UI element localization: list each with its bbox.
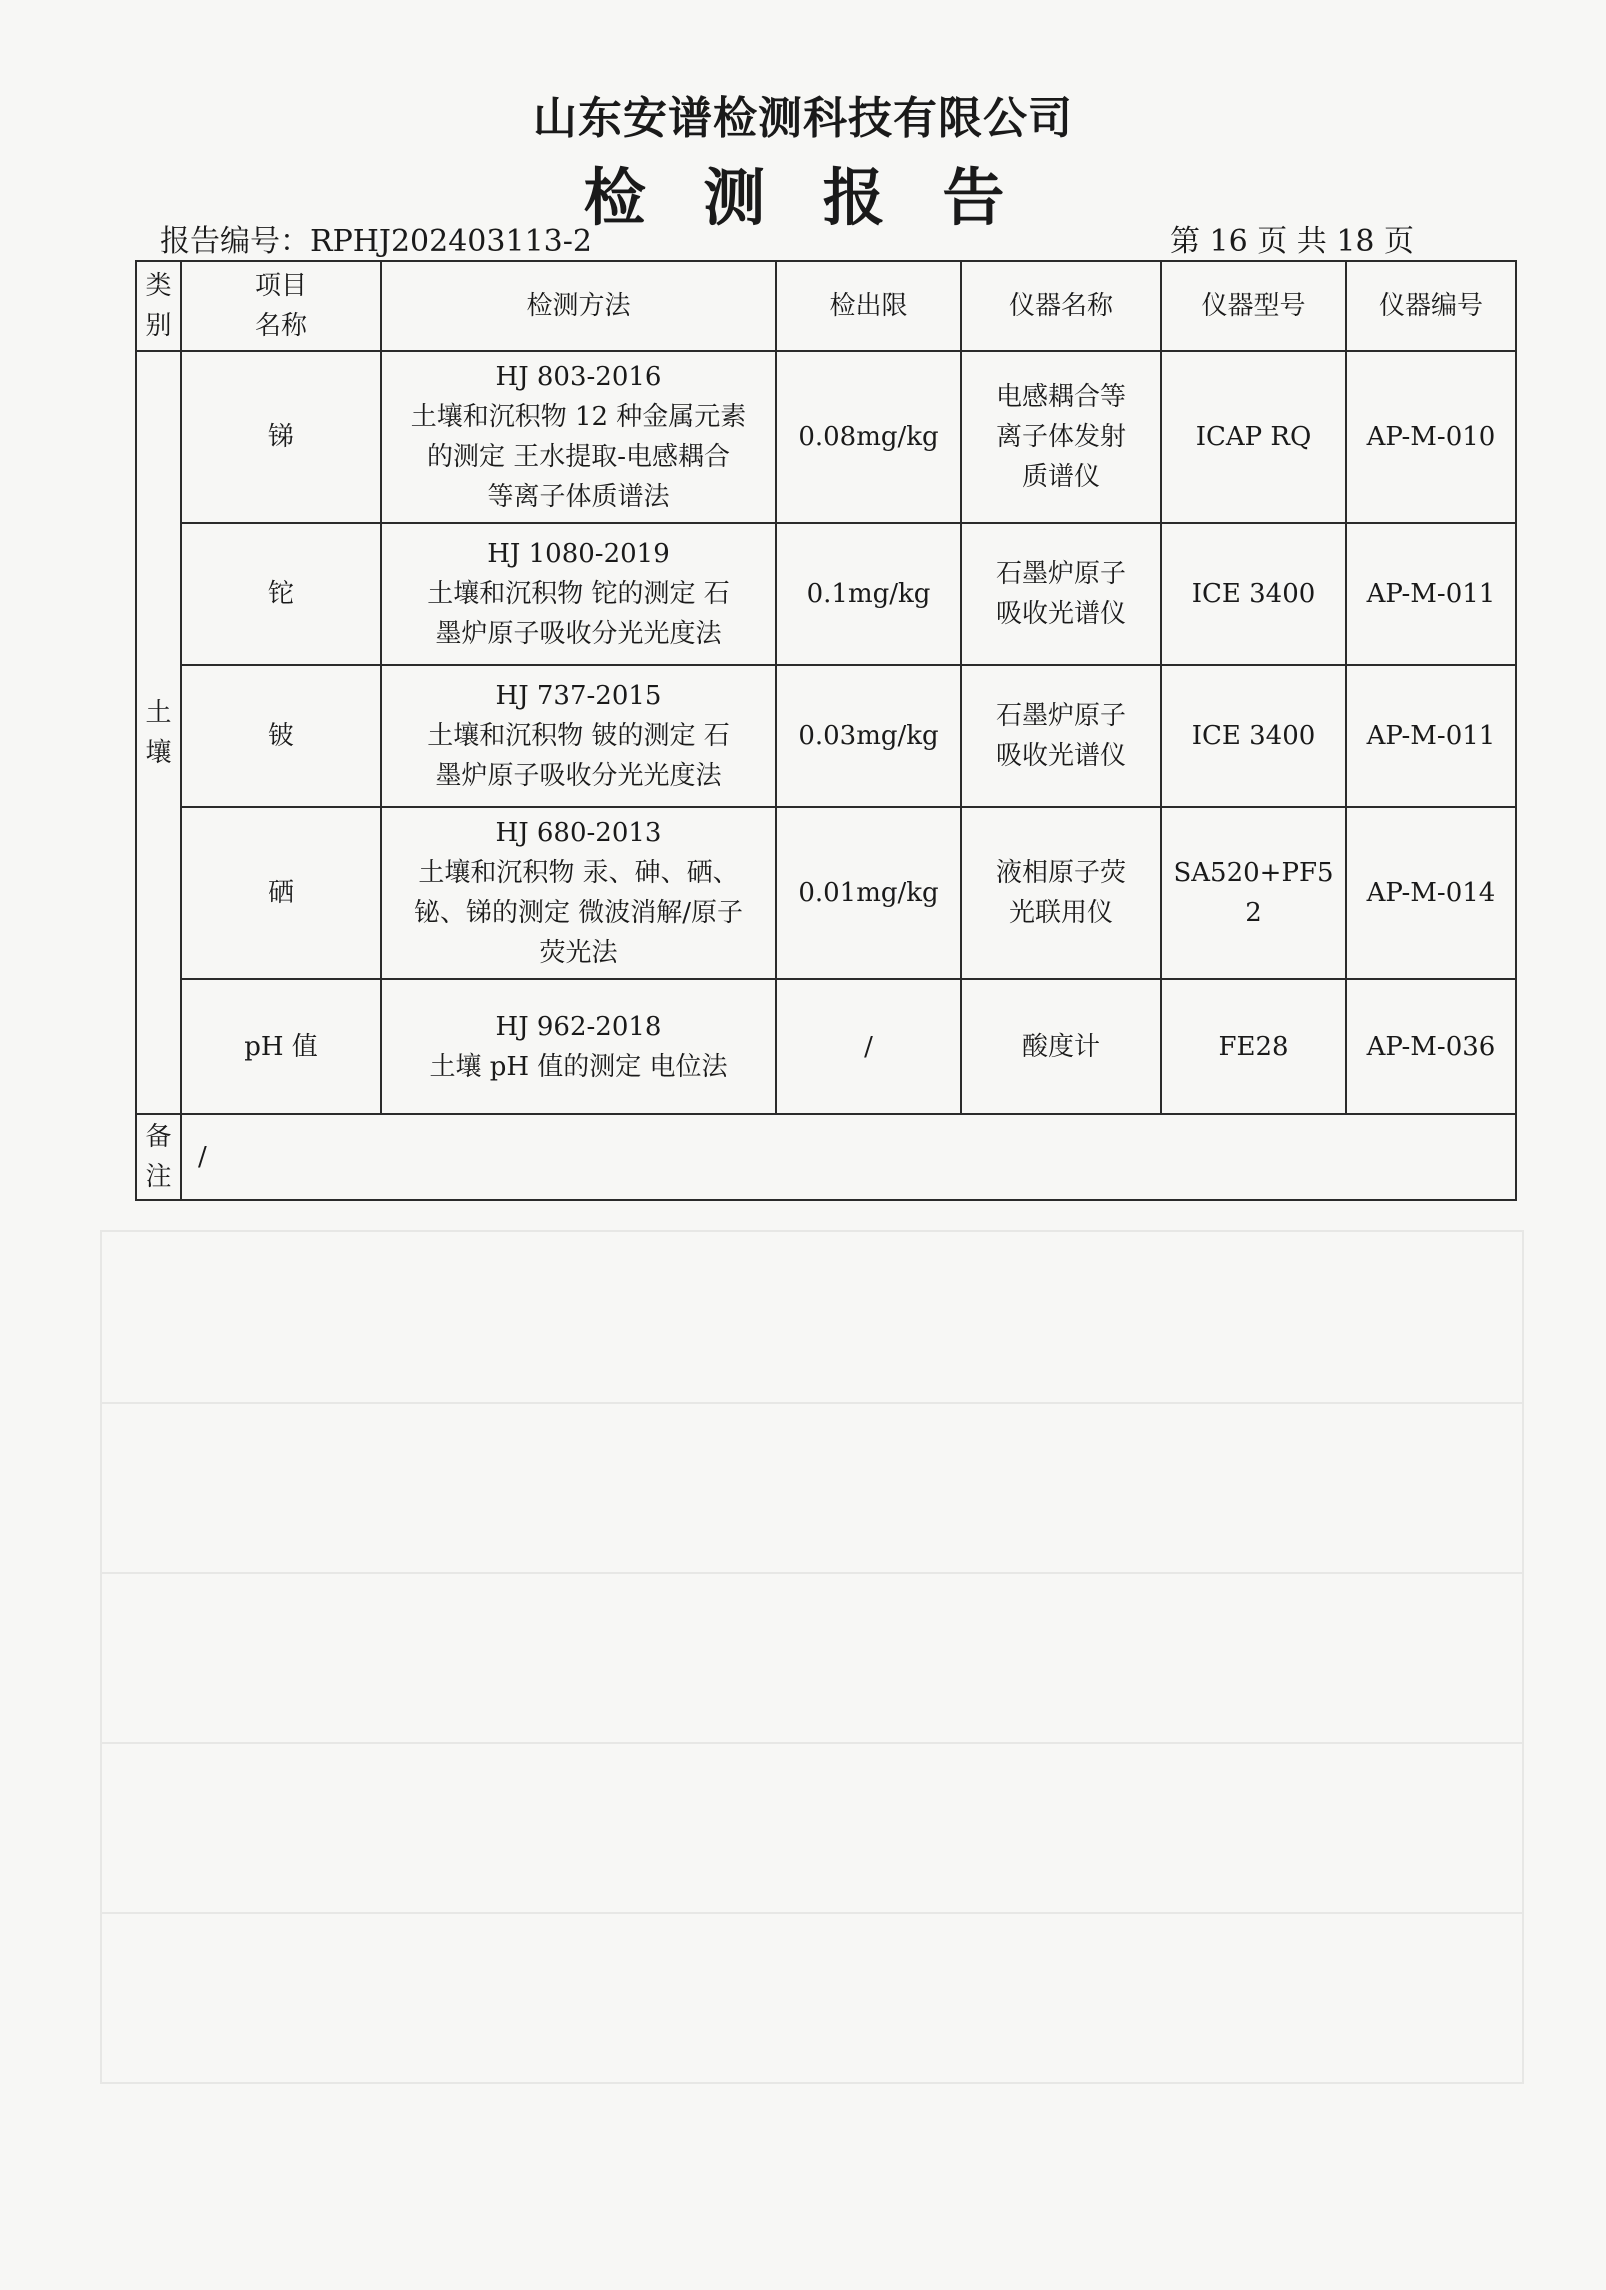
notes-label: 备 注: [136, 1114, 181, 1200]
table-header-row: [136, 261, 1516, 351]
detection-limit: 0.1mg/kg: [776, 523, 961, 665]
instrument-number: AP-M-014: [1346, 807, 1516, 979]
detection-limit: 0.03mg/kg: [776, 665, 961, 807]
instrument-name: 石墨炉原子 吸收光谱仪: [961, 665, 1161, 807]
method: HJ 962-2018 土壤 pH 值的测定 电位法: [381, 979, 776, 1114]
item-name: pH 值: [181, 979, 381, 1114]
method: HJ 803-2016 土壤和沉积物 12 种金属元素 的测定 王水提取-电感耦合 等离子体质谱法: [381, 351, 776, 523]
instrument-model: ICE 3400: [1161, 665, 1346, 807]
table-row: [136, 665, 1516, 807]
category-cell: 土 壤: [136, 351, 181, 1114]
instrument-model: ICAP RQ: [1161, 351, 1346, 523]
table-row: [136, 351, 1516, 523]
report-number-value: RPHJ202403113-2: [310, 224, 592, 259]
bleed-through-line: [102, 1912, 1522, 1914]
item-name: 硒: [181, 807, 381, 979]
instrument-name: 电感耦合等 离子体发射 质谱仪: [961, 351, 1161, 523]
item-name: 铊: [181, 523, 381, 665]
header-method: 检测方法: [381, 261, 776, 351]
notes-row: [136, 1114, 1516, 1200]
bleed-through-line: [102, 1572, 1522, 1574]
bleed-through-line: [102, 1742, 1522, 1744]
test-method-table: [135, 260, 1517, 1201]
item-name: 锑: [181, 351, 381, 523]
method: HJ 680-2013 土壤和沉积物 汞、砷、硒、 铋、锑的测定 微波消解/原子 荧光法: [381, 807, 776, 979]
instrument-name: 石墨炉原子 吸收光谱仪: [961, 523, 1161, 665]
header-instrument-model: 仪器型号: [1161, 261, 1346, 351]
instrument-model: SA520+PF5 2: [1161, 807, 1346, 979]
table-row: [136, 523, 1516, 665]
report-number: [160, 216, 592, 260]
instrument-name: 液相原子荧 光联用仪: [961, 807, 1161, 979]
detection-limit: 0.01mg/kg: [776, 807, 961, 979]
header-item-name: 项目 名称: [181, 261, 381, 351]
detection-limit: 0.08mg/kg: [776, 351, 961, 523]
notes-value: /: [181, 1114, 1516, 1200]
instrument-model: ICE 3400: [1161, 523, 1346, 665]
detection-limit: /: [776, 979, 961, 1114]
item-name: 铍: [181, 665, 381, 807]
method: HJ 1080-2019 土壤和沉积物 铊的测定 石 墨炉原子吸收分光光度法: [381, 523, 776, 665]
instrument-name: 酸度计: [961, 979, 1161, 1114]
instrument-number: AP-M-036: [1346, 979, 1516, 1114]
report-number-label: 报告编号：: [160, 224, 310, 259]
header-instrument-name: 仪器名称: [961, 261, 1161, 351]
header-category: 类 别: [136, 261, 181, 351]
bleed-through-grid: [100, 1230, 1524, 2084]
instrument-number: AP-M-010: [1346, 351, 1516, 523]
instrument-number: AP-M-011: [1346, 665, 1516, 807]
method: HJ 737-2015 土壤和沉积物 铍的测定 石 墨炉原子吸收分光光度法: [381, 665, 776, 807]
header-instrument-number: 仪器编号: [1346, 261, 1516, 351]
instrument-model: FE28: [1161, 979, 1346, 1114]
report-title: 检 测 报 告: [583, 161, 1023, 234]
bleed-through-line: [102, 1402, 1522, 1404]
table-row: [136, 807, 1516, 979]
instrument-number: AP-M-011: [1346, 523, 1516, 665]
header-detection-limit: 检出限: [776, 261, 961, 351]
page-info: 第 16 页 共 18 页: [1170, 224, 1415, 259]
table-row: [136, 979, 1516, 1114]
company-name: 山东安谱检测科技有限公司: [533, 93, 1073, 144]
